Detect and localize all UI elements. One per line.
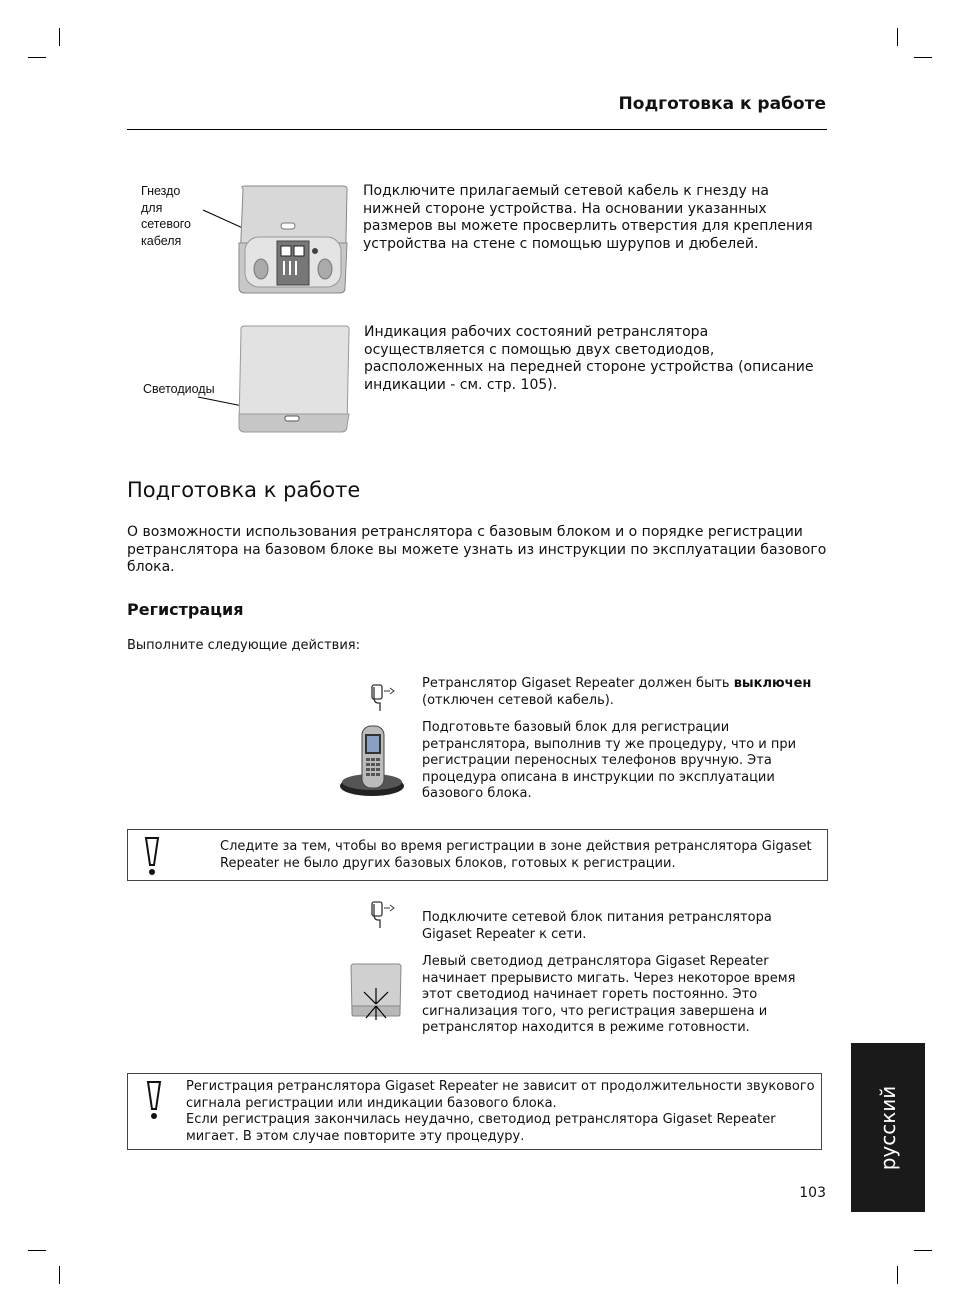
crop-mark	[914, 57, 932, 58]
repeater-bottom-illustration	[195, 183, 355, 298]
repeater-front-illustration	[195, 322, 355, 437]
section-title: Подготовка к работе	[127, 478, 361, 502]
step3-text: Подключите сетевой блок питания ретранслятора Gigaset Repeater к сети.	[422, 910, 772, 942]
plug-icon	[368, 900, 398, 930]
running-header: Подготовка к работе	[618, 94, 826, 114]
language-tab	[851, 1043, 925, 1212]
note1-text: Следите за тем, чтобы во время регистрации в зоне действия ретранслятора Gigaset Repeater не было других базовых блоков, готовых к регистрации.	[220, 839, 812, 871]
crop-mark	[28, 57, 46, 58]
leds-label: Светодиоды	[143, 382, 215, 396]
exclamation-icon	[142, 835, 162, 877]
socket-label: Гнездо для сетевого кабеля	[141, 184, 192, 248]
plug-icon	[368, 683, 398, 713]
note2-text: Регистрация ретранслятора Gigaset Repeater не зависит от продолжительности звукового сигнала регистрации или индикации базового блока. Если регистрация закончилась неудачно, светодиод ретранслятора Gigaset Repeater мигает. В этом случае повторите эту процедуру.	[186, 1079, 815, 1144]
crop-mark	[897, 28, 898, 46]
crop-mark	[897, 1266, 898, 1284]
step4-text: Левый светодиод детранслятора Gigaset Repeater начинает прерывисто мигать. Через некоторое время этот светодиод начинает гореть постоянно. Это сигнализация того, что регистрация завершена и ретранслятор находится в режиме готовности.	[422, 954, 796, 1035]
exclamation-icon	[144, 1079, 164, 1121]
registration-heading: Регистрация	[127, 600, 244, 619]
figure2-description: Индикация рабочих состояний ретранслятора осуществляется с помощью двух светодиодов, расположенных на передней стороне устройства (описание индикации - см. стр. 105).	[364, 324, 814, 393]
figure1-description: Подключите прилагаемый сетевой кабель к гнезду на нижней стороне устройства. На основании указанных размеров вы можете просверлить отверстия для крепления устройства на стене с помощью шурупов и дюбелей.	[363, 183, 813, 252]
header-rule	[127, 129, 827, 130]
crop-mark	[914, 1250, 932, 1251]
language-tab-label: русский	[876, 1085, 900, 1170]
page-number: 103	[799, 1185, 826, 1201]
crop-mark	[59, 1266, 60, 1284]
crop-mark	[28, 1250, 46, 1251]
blinking-led-illustration	[346, 962, 404, 1022]
crop-mark	[59, 28, 60, 46]
section-intro: О возможности использования ретранслятора с базовым блоком и о порядке регистрации ретранслятора на базовом блоке вы можете узнать из инструкции по эксплуатации базового блока.	[127, 524, 827, 575]
registration-lead: Выполните следующие действия:	[127, 638, 360, 653]
note-box	[127, 829, 828, 881]
step1-text: Ретранслятор Gigaset Repeater должен быть выключен (отключен сетевой кабель).	[422, 676, 812, 708]
handset-illustration	[338, 720, 408, 800]
step2-text: Подготовьте базовый блок для регистрации ретранслятора, выполнив ту же процедуру, что и при регистрации переносных телефонов вручную. Эта процедура описана в инструкции по эксплуатации базового блока.	[422, 720, 797, 801]
note-box	[127, 1073, 822, 1150]
